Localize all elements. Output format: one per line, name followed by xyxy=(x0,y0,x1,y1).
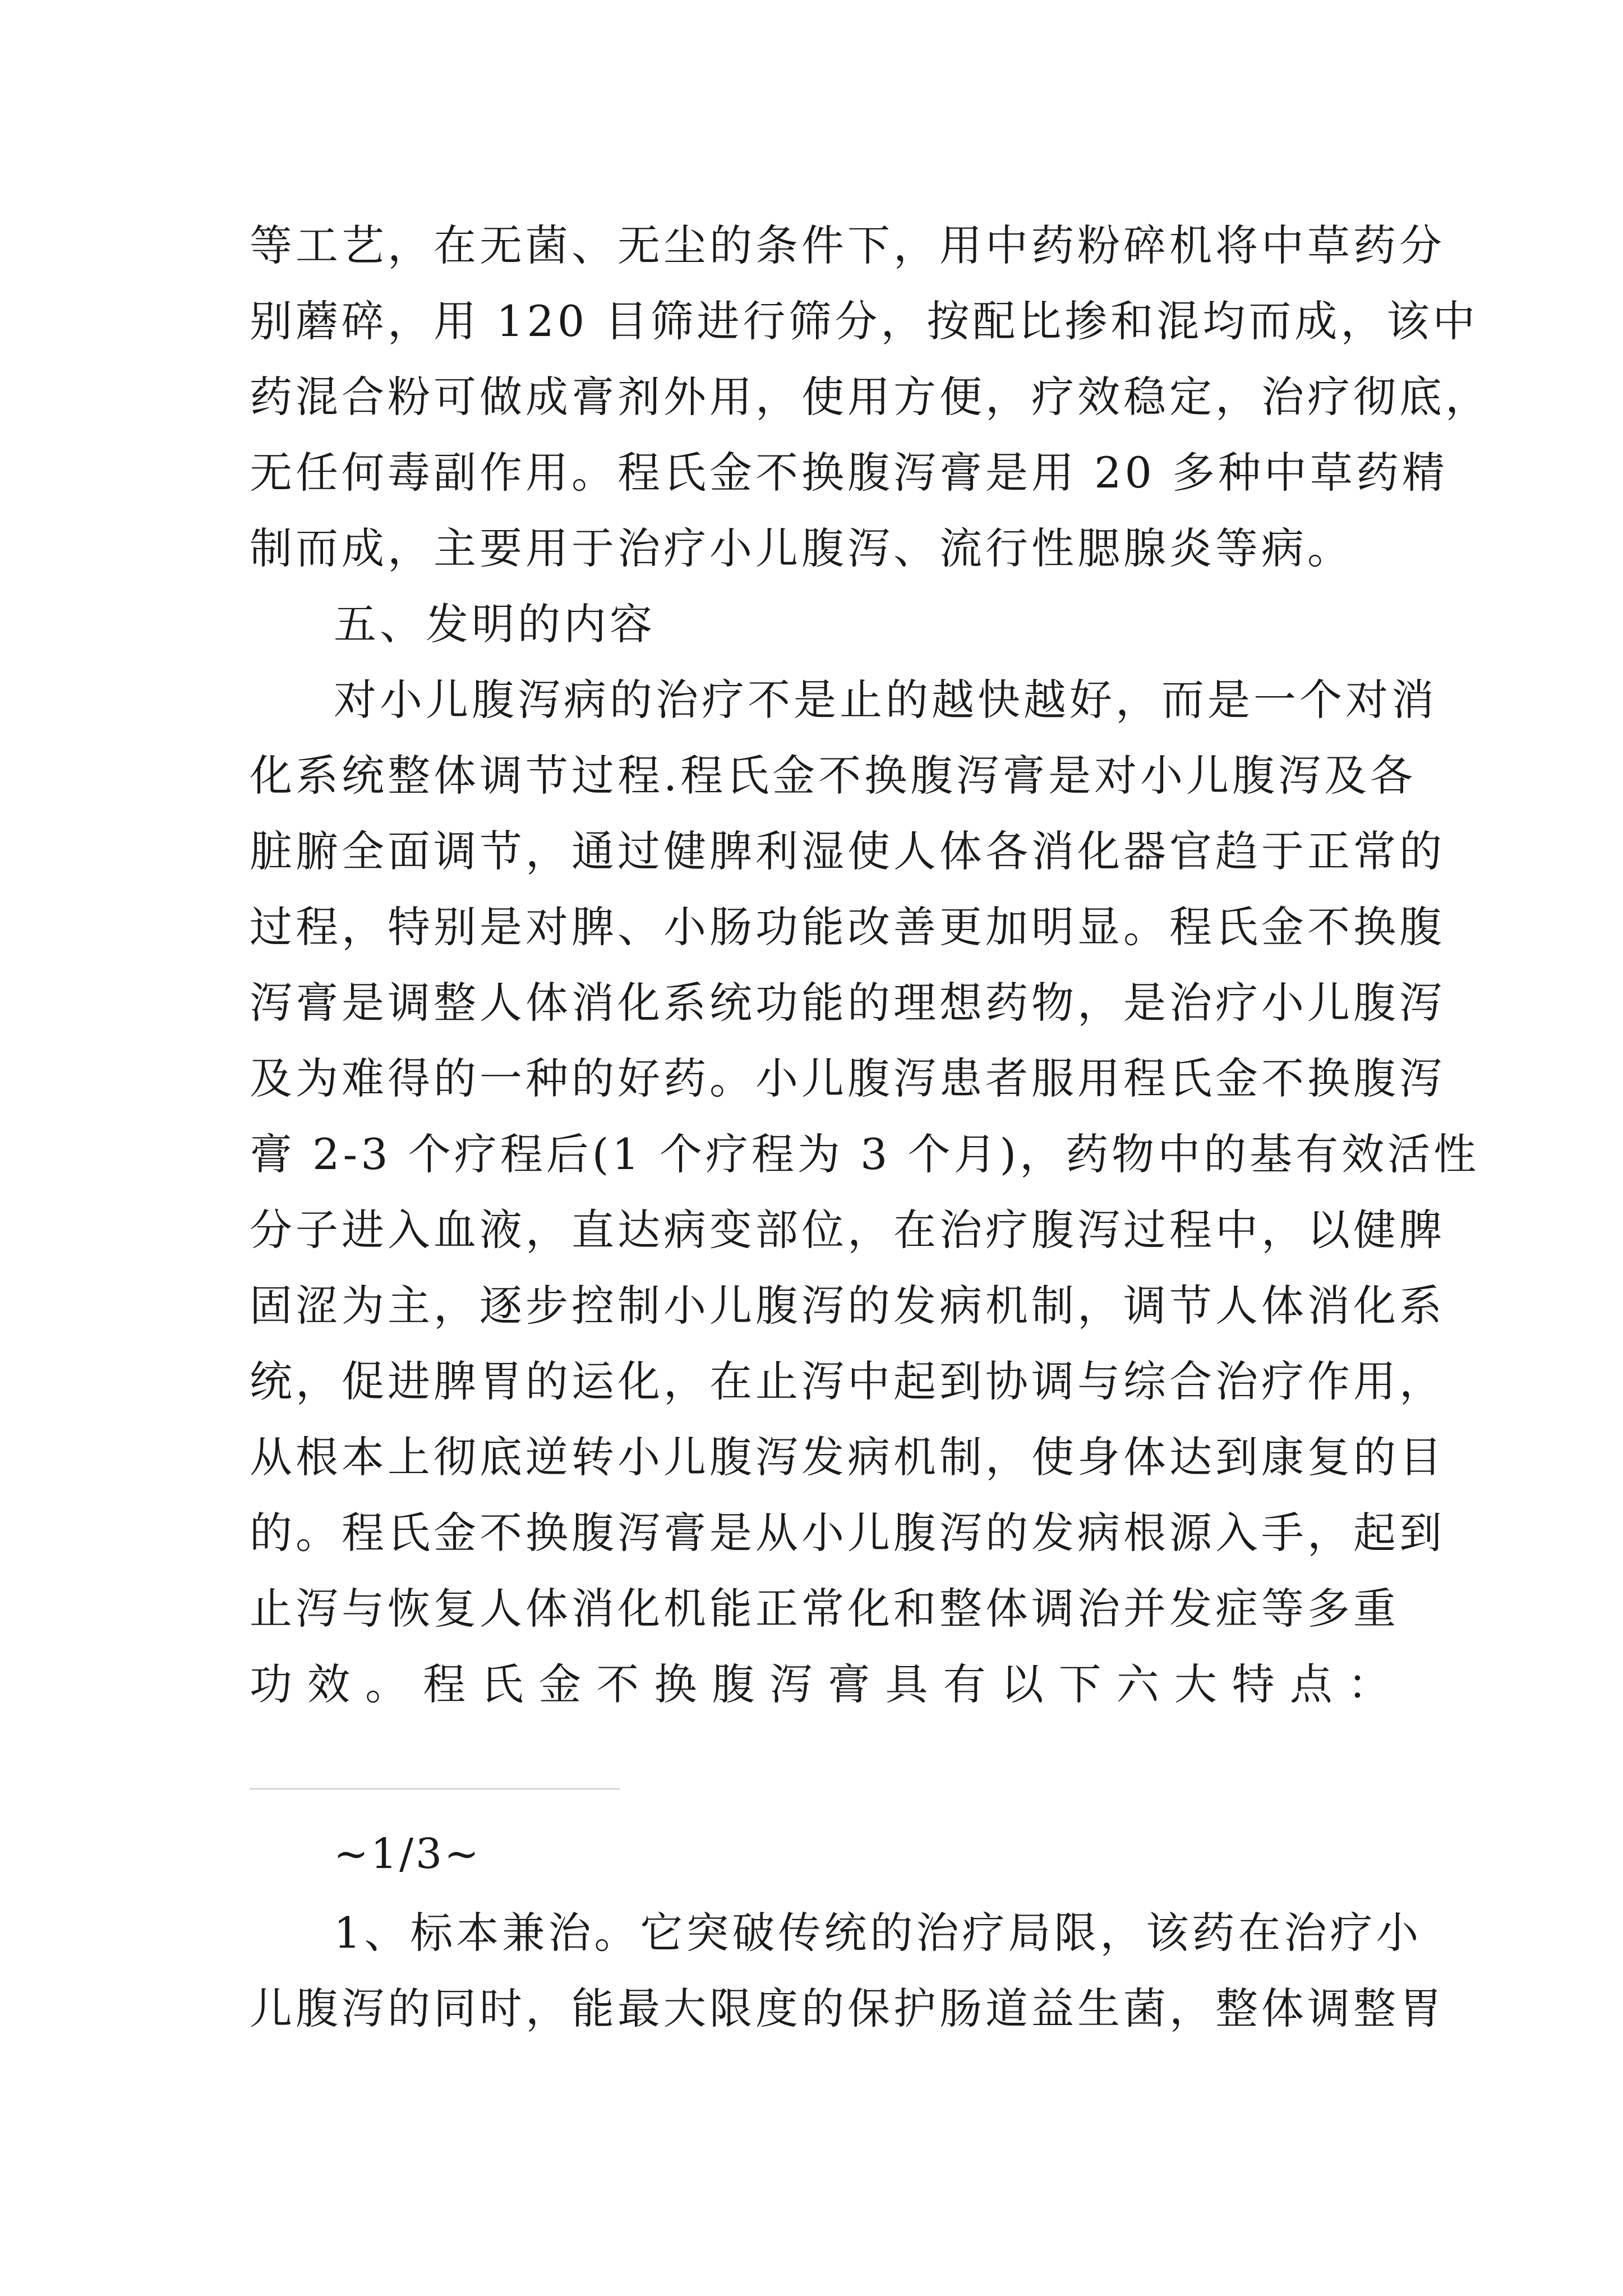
text-char: 点 xyxy=(1289,1659,1336,1709)
text-char: 金 xyxy=(538,1659,585,1709)
text-char: 程 xyxy=(423,1659,469,1709)
text-line: 从根本上彻底逆转小儿腹泻发病机制，使身体达到康复的目 xyxy=(250,1432,1445,1482)
text-line: 制而成，主要用于治疗小儿腹泻、流行性腮腺炎等病。 xyxy=(250,523,1353,573)
page-number: ~1/3~ xyxy=(334,1830,482,1878)
text-char: 膏 xyxy=(827,1659,874,1709)
text-char: 功 xyxy=(250,1659,296,1709)
text-line: 别蘑碎，用 120 目筛进行筛分，按配比掺和混均而成，该中 xyxy=(250,296,1479,346)
paragraph-start: 1、标本兼治。它突破传统的治疗局限，该药在治疗小 xyxy=(334,1908,1422,1958)
text-char: 换 xyxy=(654,1659,700,1709)
text-char: 以 xyxy=(1000,1659,1047,1709)
text-line: 的。程氏金不换腹泻膏是从小儿腹泻的发病根源入手，起到 xyxy=(250,1508,1445,1558)
text-line: 等工艺，在无菌、无尘的条件下，用中药粉碎机将中草药分 xyxy=(250,220,1445,270)
text-line: 止泻与恢复人体消化机能正常化和整体调治并发症等多重 xyxy=(250,1584,1399,1634)
paragraph-start: 对小儿腹泻病的治疗不是止的越快越好，而是一个对消 xyxy=(334,675,1437,725)
text-line-justified xyxy=(250,1646,1394,1722)
text-char: 下 xyxy=(1058,1659,1105,1709)
text-char: 氏 xyxy=(481,1659,527,1709)
text-line: 统，促进脾胃的运化，在止泻中起到协调与综合治疗作用， xyxy=(250,1356,1445,1406)
text-line: 泻膏是调整人体消化系统功能的理想药物，是治疗小儿腹泻 xyxy=(250,978,1445,1028)
text-char: 效 xyxy=(307,1659,354,1709)
text-line: 及为难得的一种的好药。小儿腹泻患者服用程氏金不换腹泻 xyxy=(250,1053,1445,1103)
text-line: 脏腑全面调节，通过健脾利湿使人体各消化器官趋于正常的 xyxy=(250,826,1445,876)
text-char: 不 xyxy=(596,1659,643,1709)
text-line: 药混合粉可做成膏剂外用，使用方便，疗效稳定，治疗彻底， xyxy=(250,372,1491,422)
text-line: 化系统整体调节过程.程氏金不换腹泻膏是对小儿腹泻及各 xyxy=(250,751,1417,800)
text-char: 特 xyxy=(1232,1659,1278,1709)
text-line: 无任何毒副作用。程氏金不换腹泻膏是用 20 多种中草药精 xyxy=(250,448,1449,498)
text-line: 分子进入血液，直达病变部位，在治疗腹泻过程中，以健脾 xyxy=(250,1205,1445,1255)
text-char: 。 xyxy=(365,1659,412,1709)
text-line: 过程，特别是对脾、小肠功能改善更加明显。程氏金不换腹 xyxy=(250,902,1445,952)
text-char: 六 xyxy=(1116,1659,1163,1709)
footer-divider xyxy=(250,1788,620,1789)
text-char: 大 xyxy=(1174,1659,1220,1709)
text-char: 腹 xyxy=(712,1659,758,1709)
section-heading: 五、发明的内容 xyxy=(334,599,656,649)
body-text-bottom xyxy=(250,1895,1445,2046)
text-line: 膏 2-3 个疗程后(1 个疗程为 3 个月)，药物中的基有效活性 xyxy=(250,1129,1480,1179)
text-char: 有 xyxy=(943,1659,989,1709)
text-char: 泻 xyxy=(769,1659,816,1709)
text-char: 具 xyxy=(885,1659,932,1709)
text-line: 儿腹泻的同时，能最大限度的保护肠道益生菌，整体调整胃 xyxy=(250,1984,1445,2033)
text-char: ： xyxy=(1347,1659,1394,1709)
body-text-top xyxy=(250,208,1491,1722)
text-line: 固涩为主，逐步控制小儿腹泻的发病机制，调节人体消化系 xyxy=(250,1281,1445,1331)
